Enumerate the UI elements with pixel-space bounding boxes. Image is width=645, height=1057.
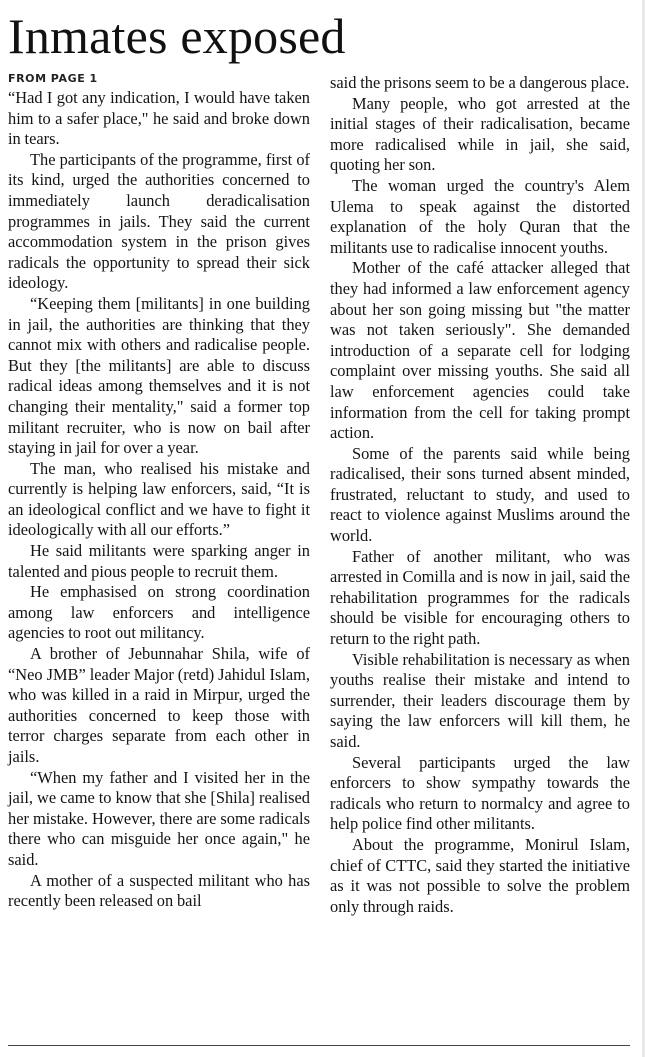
paragraph: He said militants were sparking anger in talented and pious people to recruit them. [8, 541, 310, 581]
paragraph: “Had I got any indication, I would have taken him to a safer place," he said and broke down in tears. [8, 88, 310, 149]
paragraph: He emphasised on strong coordination among law enforcers and intelligence agencies to root out militancy. [8, 582, 310, 643]
headline: Inmates exposed [8, 8, 346, 64]
paragraph: Some of the parents said while being radicalised, their sons turned absent minded, frustrated, reluctant to study, and used to react to violence against Muslims around the world. [330, 443, 630, 546]
paragraph: Visible rehabilitation is necessary as when youths realise their mistake and intend to surrender, their leaders discourage them by saying the law enforcers will kill them, he said. [330, 649, 630, 751]
paragraph: “Keeping them [militants] in one building in jail, the authorities are thinking that they cannot mix with others and radicalise people. But they [the militants] are able to discuss radical ideas among themselves and it is not changing their mentality," said a former top militant recruiter, who is now on bail after staying in jail for over a year. [8, 293, 310, 458]
article-column-left [8, 71, 310, 912]
paragraph: A brother of Jebunnahar Shila, wife of “Neo JMB” leader Major (retd) Jahidul Islam, who was killed in a raid in Mirpur, urged the authorities concerned to keep those with terror charges separate from each other in jails. [8, 644, 310, 766]
paragraph: The woman urged the country's Alem Ulema to speak against the distorted explanation of the holy Quran that the militants use to radicalise innocent youths. [330, 175, 630, 257]
paragraph: The man, who realised his mistake and currently is helping law enforcers, said, “It is an ideological conflict and we have to fight it ideologically with all our efforts.” [8, 458, 310, 540]
paragraph: “When my father and I visited her in the jail, we came to know that she [Shila] realised her mistake. However, there are some radicals there who can misguide her once again," he said. [8, 767, 310, 869]
paragraph: Mother of the café attacker alleged that they had informed a law enforcement agency about her son going missing but "the matter was not taken seriously". She demanded introduction of a separate cell for lodging complaint over missing youths. She said all law enforcement agencies could take information from the cell for taking prompt action. [330, 258, 630, 443]
paragraph: Many people, who got arrested at the initial stages of their radicalisation, became more radicalised while in jail, she said, quoting her son. [330, 93, 630, 175]
paragraph: Several participants urged the law enforcers to show sympathy towards the radicals who return to normalcy and agree to help police find other militants. [330, 752, 630, 834]
paragraph: The participants of the programme, first of its kind, urged the authorities concerned to immediately launch deradicalisation programmes in jails. They said the current accommodation system in the prison gives radicals the opportunity to spread their sick ideology. [8, 149, 310, 293]
paragraph: About the programme, Monirul Islam, chief of CTTC, said they started the initiative as it was not possible to solve the problem only through raids. [330, 834, 630, 916]
continuation-kicker: FROM PAGE 1 [8, 72, 98, 85]
paragraph: Father of another militant, who was arrested in Comilla and is now in jail, said the rehabilitation programmes for the radicals should be visible for encouraging others to return to the right path. [330, 546, 630, 649]
paragraph: said the prisons seem to be a dangerous place. [330, 73, 630, 92]
article-column-right [330, 73, 630, 917]
bottom-divider [8, 1045, 630, 1046]
paragraph: A mother of a suspected militant who has recently been released on bail [8, 870, 310, 911]
